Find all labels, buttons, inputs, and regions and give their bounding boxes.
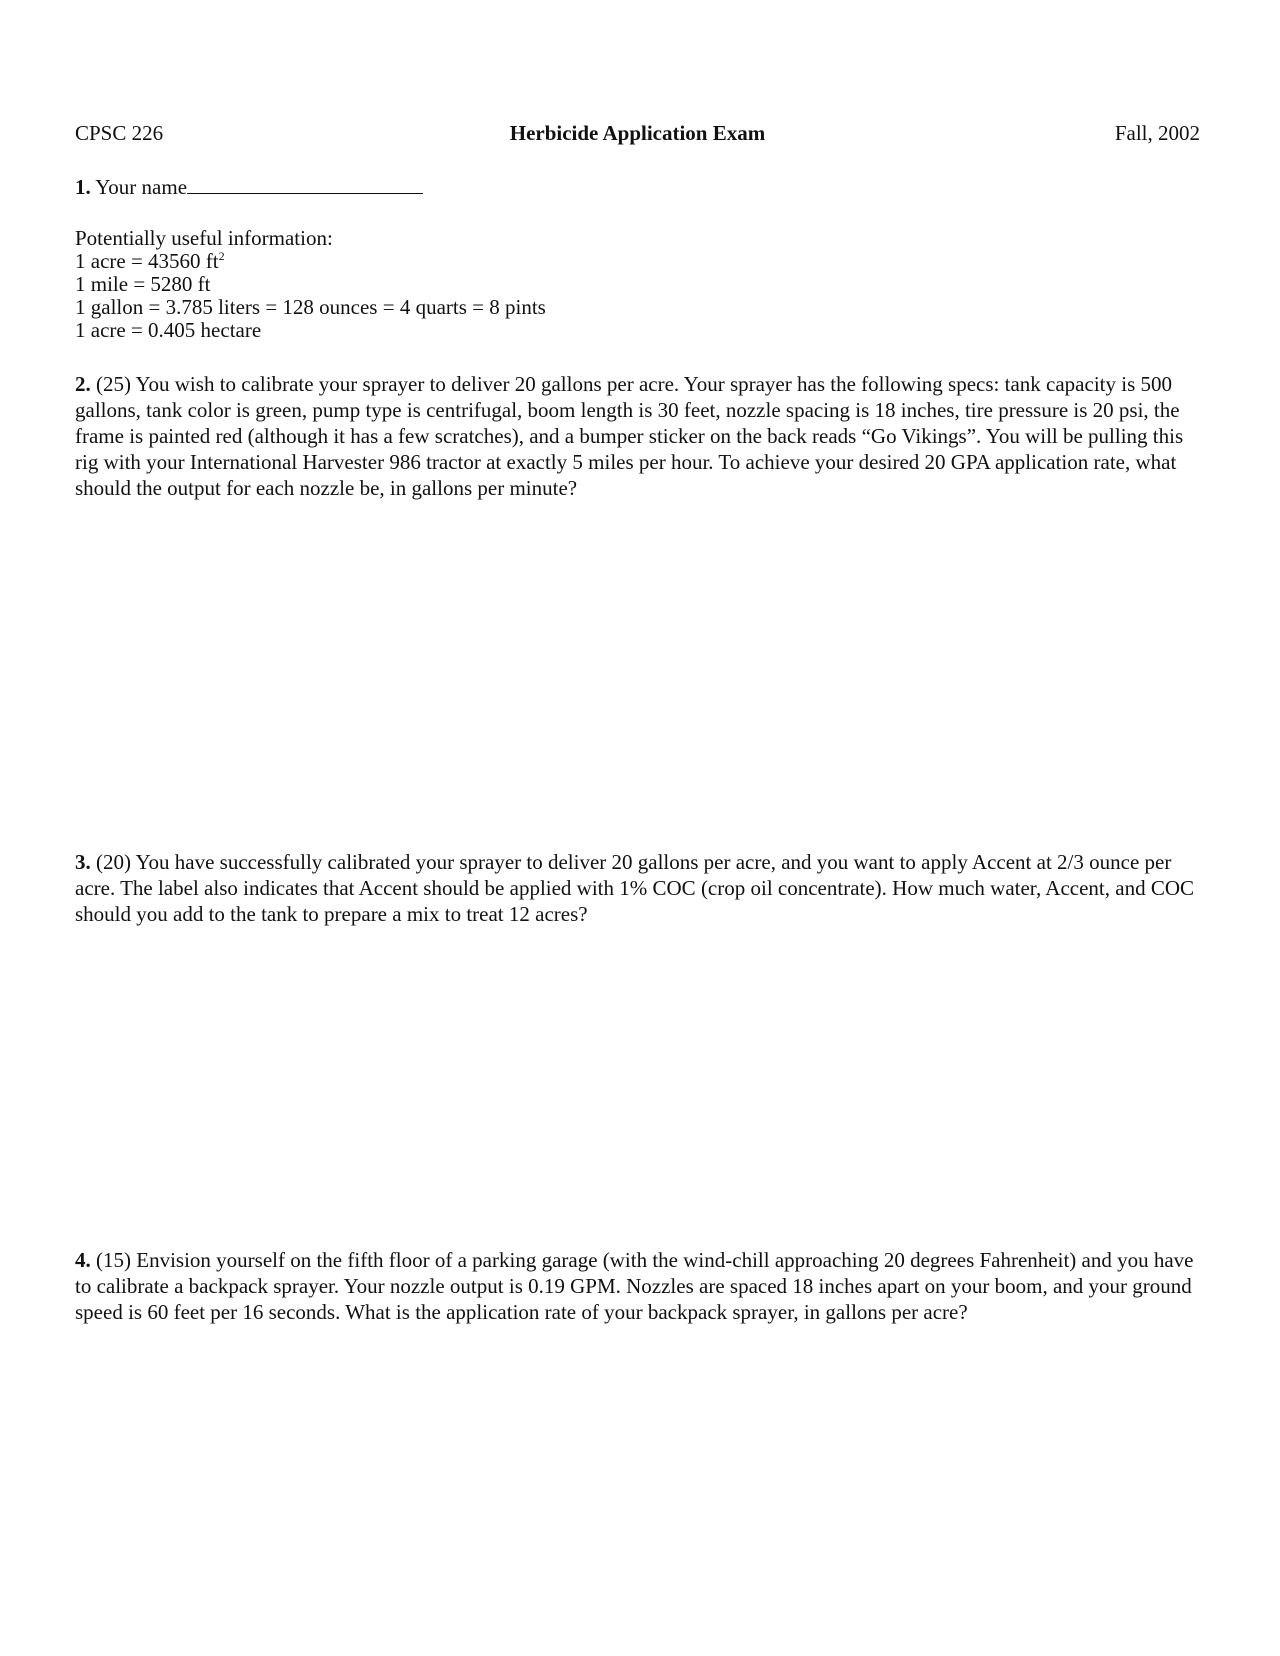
info-acre-text: 1 acre = 43560 ft	[75, 249, 219, 273]
exam-title: Herbicide Application Exam	[509, 121, 766, 145]
question-text: (25) You wish to calibrate your sprayer to deliver 20 gallons per acre. Your sprayer has the following specs: tank capacity is 500 gallons, tank color is green, pump type is centrifugal, boom length is 30 feet, nozzle spacing is 18 inches, tire pressure is 20 psi, the frame is painted red (although it has a few scratches), and a bumper sticker on the back reads “Go Vikings”. You will be pulling this rig with your International Harvester 986 tractor at exactly 5 miles per hour. To achieve your desired 20 GPA application rate, what should the output for each nozzle be, in gallons per minute?	[75, 372, 1184, 500]
info-heading: Potentially useful information:	[75, 226, 333, 250]
question-number: 2.	[75, 372, 91, 396]
question-4	[75, 1247, 1200, 1325]
question-text: (15) Envision yourself on the fifth floor of a parking garage (with the wind-chill approaching 20 degrees Fahrenheit) and you have to calibrate a backpack sprayer. Your nozzle output is 0.19 GPM. Nozzles are spaced 18 inches apart on your boom, and your ground speed is 60 feet per 16 seconds. What is the application rate of your backpack sprayer, in gallons per acre?	[75, 1248, 1194, 1324]
name-blank-line[interactable]	[187, 175, 423, 194]
question-number: 1.	[75, 175, 91, 199]
info-mile: 1 mile = 5280 ft	[75, 272, 211, 296]
question-number: 3.	[75, 850, 91, 874]
info-hectare: 1 acre = 0.405 hectare	[75, 318, 262, 342]
question-1-name	[75, 174, 1200, 200]
name-label: Your name	[95, 175, 188, 199]
info-acre	[75, 250, 1200, 273]
info-acre-exponent: 2	[218, 249, 225, 263]
exam-header	[75, 120, 1200, 146]
question-number: 4.	[75, 1248, 91, 1272]
useful-information	[75, 227, 1200, 342]
question-text: (20) You have successfully calibrated your sprayer to deliver 20 gallons per acre, and you want to apply Accent at 2/3 ounce per acre. The label also indicates that Accent should be applied with 1% COC (crop oil concentrate). How much water, Accent, and COC should you add to the tank to prepare a mix to treat 12 acres?	[75, 850, 1195, 926]
exam-term: Fall, 2002	[1114, 121, 1200, 145]
question-3	[75, 849, 1200, 927]
info-gallon: 1 gallon = 3.785 liters = 128 ounces = 4 quarts = 8 pints	[75, 295, 546, 319]
course-code: CPSC 226	[75, 121, 164, 145]
question-2	[75, 371, 1200, 501]
